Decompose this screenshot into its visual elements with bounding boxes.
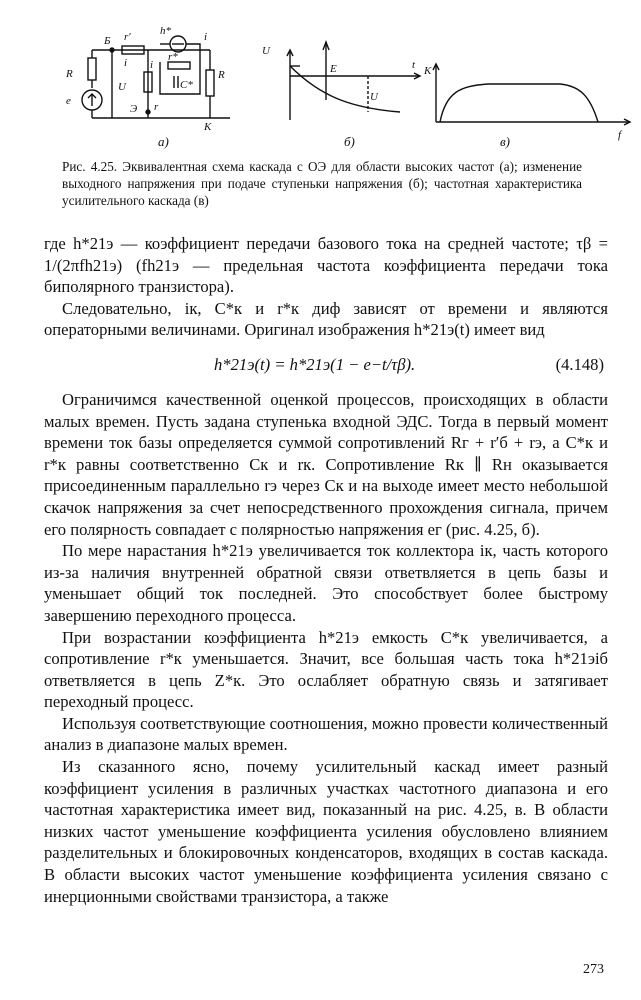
paragraph-5: При возрастании коэффициента h*21э емкость C*к увеличивается, а сопротивление r*к уменьшается. Значит, все большая часть тока h*21эiб ответвляется в цепь Z*к. Это ослабляет обратную связь и затягивает переходный процесс. — [44, 627, 608, 712]
label-k-axis: K — [424, 65, 432, 77]
label-rkdif: r* — [168, 51, 178, 63]
label-ie: i — [150, 59, 154, 71]
paragraph-7: Из сказанного ясно, почему усилительный каскад имеет разный коэффициент усиления в различных участках частотного диапазона и его частотная характеристика имеет вид, показанный на рис. 4.25, в. В области низких частот уменьшение коэффициента усиления обусловлено влиянием разделительных и блокировочных конденсаторов, входящих в состав каскада. В области высоких частот уменьшение коэффициента усиления связано с инерционными свойствами транзистора, а также — [44, 757, 608, 906]
label-node-b: Б — [104, 35, 111, 47]
label-redif: r — [154, 101, 159, 113]
paragraph-4: По мере нарастания h*21э увеличивается ток коллектора iк, часть которого из-за наличия внутренней обратной связи ответвляется в цепь базы и уменьшает общий ток последней. Это способствует более быстрому завершению переходного процесса. — [44, 541, 608, 625]
label-h21: h* — [160, 25, 171, 37]
body-text — [44, 233, 608, 907]
paragraph-2: Следовательно, iк, C*к и r*к диф зависят от времени и являются операторными величинами. Оригинал изображения h*21э(t) имеет вид — [44, 298, 608, 340]
label-ubx-axis: U — [262, 45, 270, 57]
label-a: а) — [158, 134, 169, 149]
label-rkrn: R — [218, 69, 225, 81]
formula-number: (4.148) — [555, 354, 604, 374]
figure-caption: Рис. 4.25. Эквивалентная схема каскада с ОЭ для области высоких частот (а); изменение выходного напряжения при подаче ступеньки напряжения (б); частотная характеристика усилительного каскада (в) — [62, 159, 582, 208]
label-eg: e — [66, 95, 71, 107]
label-ubix-axis: U — [370, 91, 378, 103]
label-rg: R — [66, 68, 73, 80]
formula-4-148 — [44, 347, 608, 383]
label-ik: i — [204, 31, 208, 43]
label-node-e: Э — [130, 103, 138, 115]
figure-4-25 — [0, 0, 641, 155]
paragraph-3: Ограничимся качественной оценкой процессов, происходящих в области малых времен. Пусть задана ступенька входной ЭДС. Тогда в первый момент времени ток базы определяется суммой сопротивлений Rг + r′б + rэ, а C*к и r*к равны соответственно Cк и rк. Сопротивление Rк ∥ Rн оказывается присоединенным параллельно rэ через Cк и на выходе имеет место небольшой скачок напряжения за счет непосредственного прохождения сигнала, причем его полярность совпадает с полярностью напряжения eг (рис. 4.25, б). — [44, 389, 608, 539]
label-b: б) — [344, 134, 355, 149]
label-ck: C* — [180, 79, 193, 91]
figure-svg — [0, 0, 641, 155]
label-node-k: К — [204, 121, 212, 133]
label-ubx: U — [118, 81, 126, 93]
label-eg-axis: E — [330, 63, 337, 75]
label-v: в) — [500, 134, 510, 149]
label-t: t — [412, 59, 416, 71]
paragraph-6: Используя соответствующие соотношения, можно провести количественный анализ в диапазоне малых времен. — [44, 713, 608, 755]
label-ib: i — [124, 57, 128, 69]
paragraph-1: где h*21э — коэффициент передачи базового тока на средней частоте; τβ = 1/(2πfh21э) (fh21э — предельная частота коэффициента передачи тока биполярного транзистора). — [44, 234, 608, 297]
formula-expression: h*21э(t) = h*21э(1 − e−t/τβ). — [214, 354, 416, 374]
label-rb: r′ — [124, 31, 131, 43]
page-number: 273 — [583, 962, 604, 977]
label-f: f — [618, 129, 622, 141]
